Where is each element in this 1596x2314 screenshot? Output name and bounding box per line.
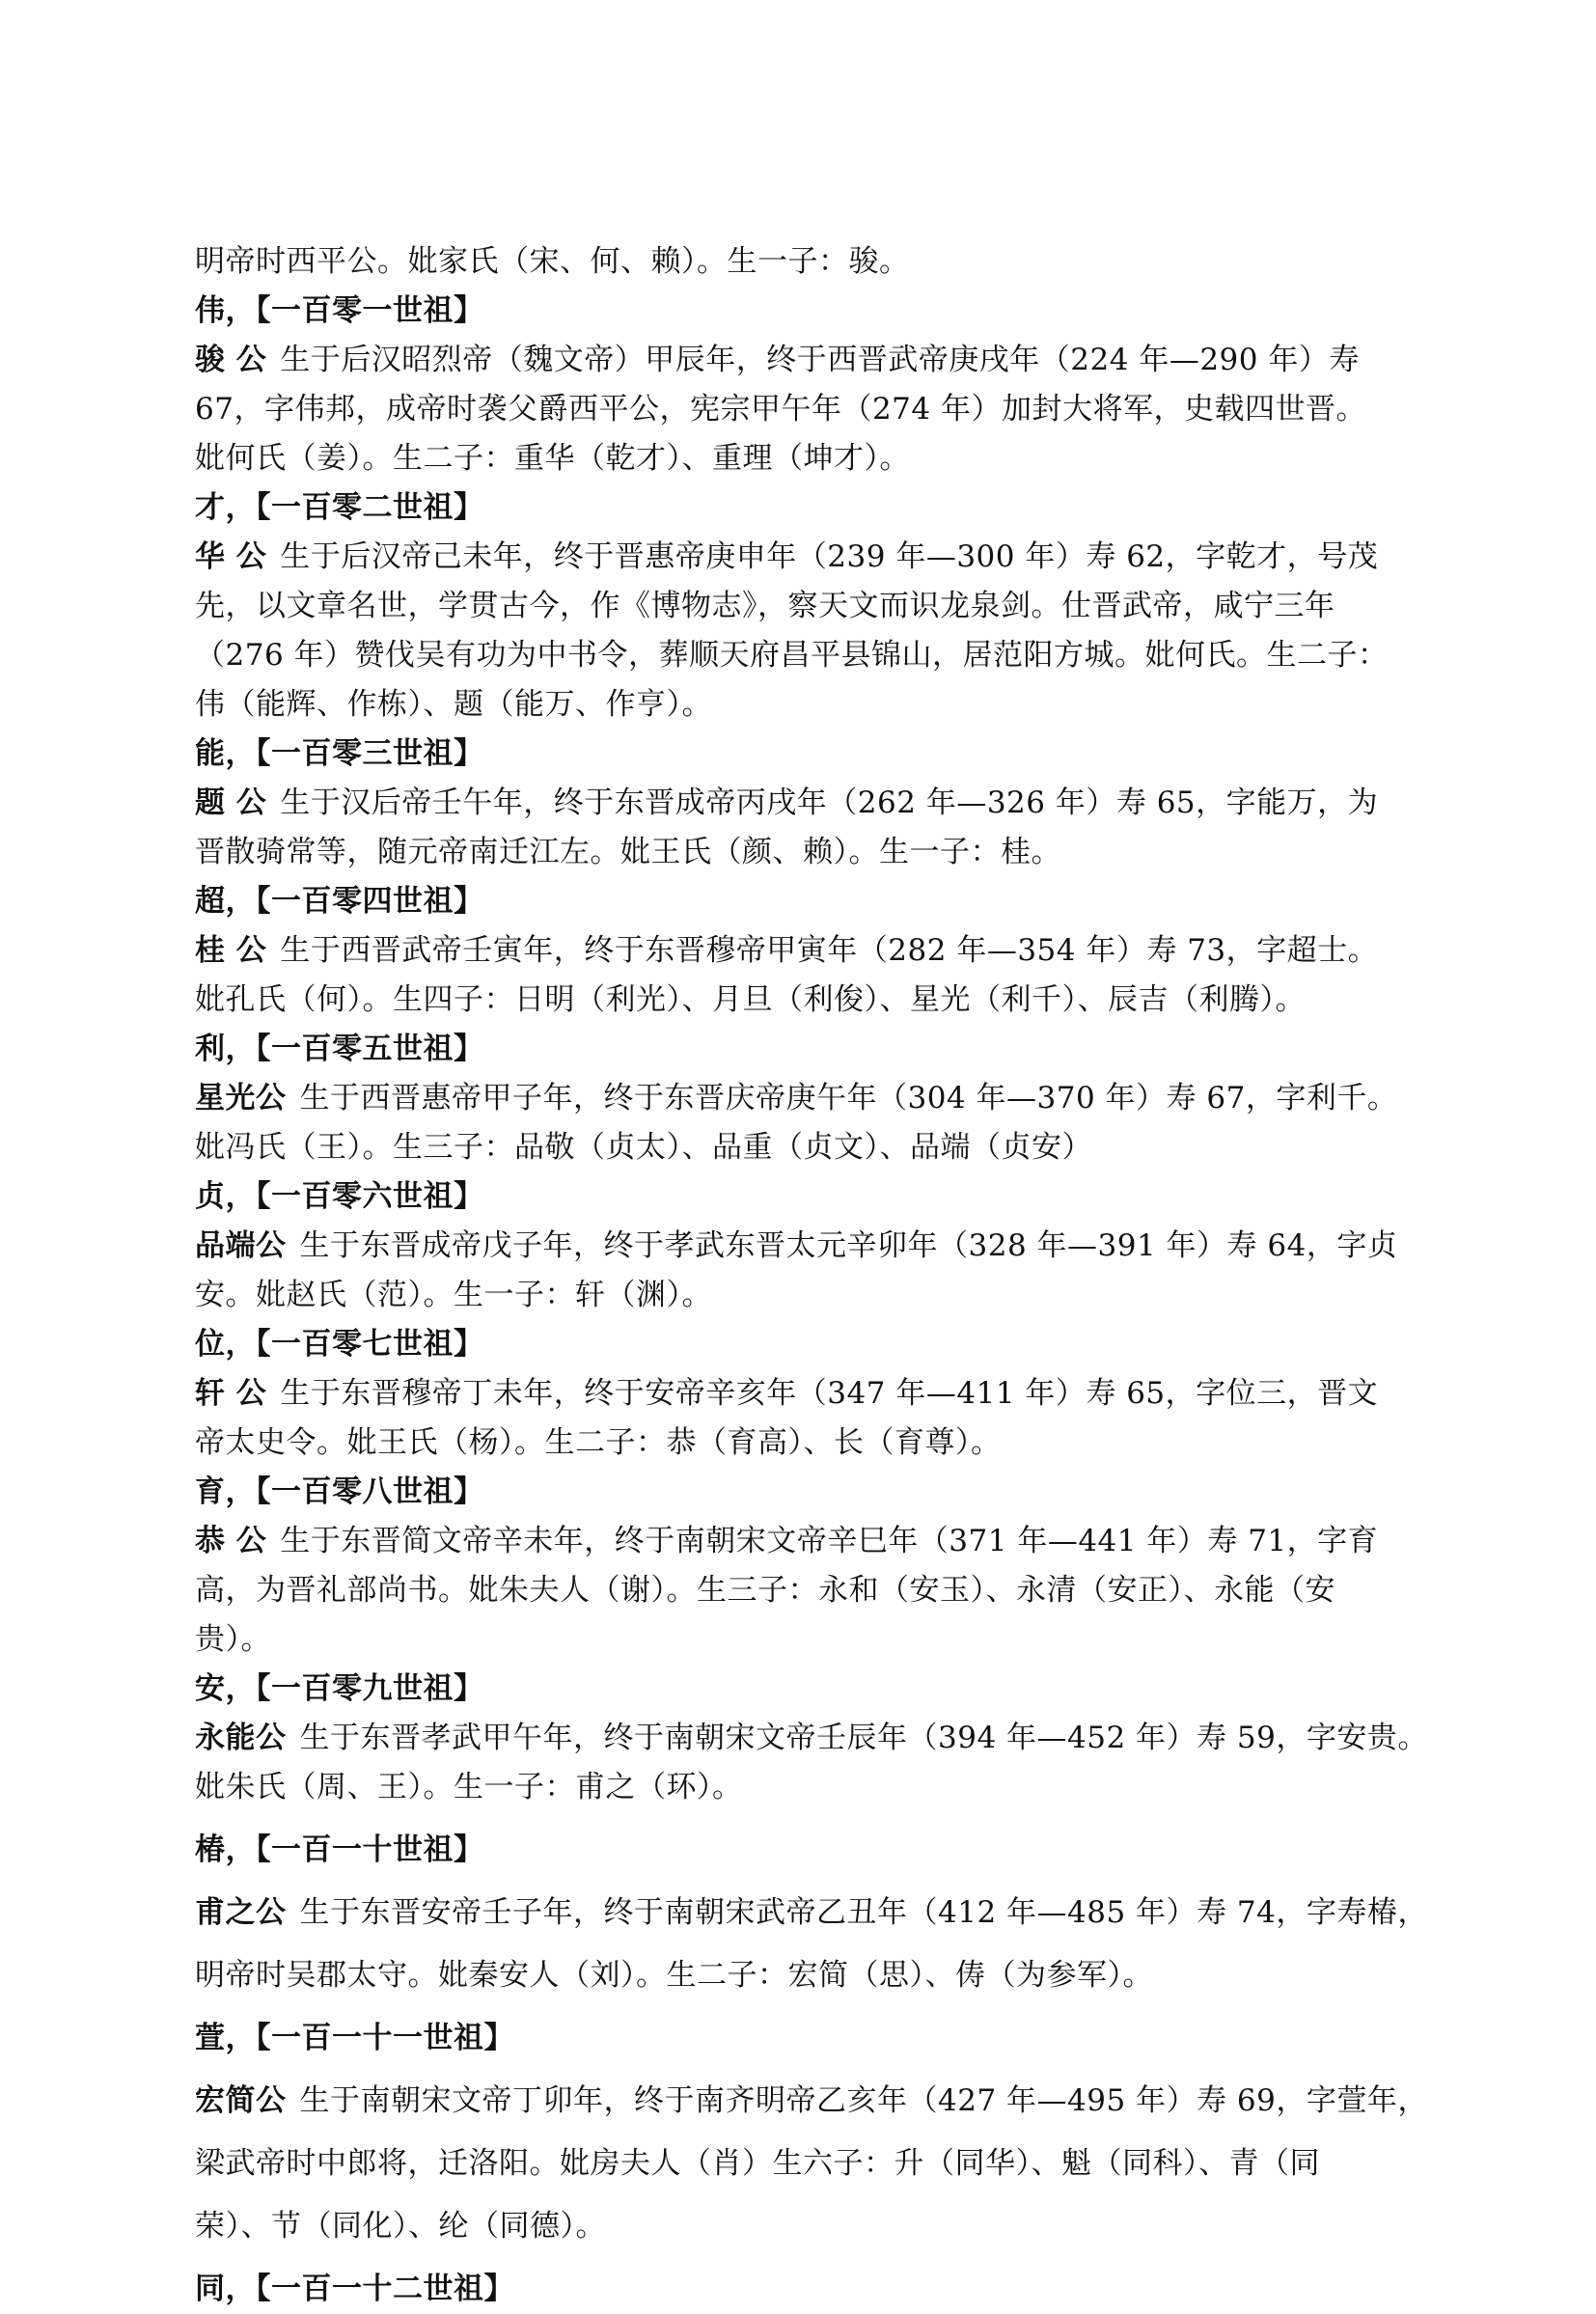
entry-text: 生于东晋孝武甲午年，终于南朝宋文帝壬辰年（394 年—452 年）寿 59，字安贵。 [299, 1721, 1428, 1755]
generation-heading: 同，【一百一十二世祖】 [195, 2272, 514, 2306]
spacer [195, 2251, 1432, 2265]
text-line: 高，为晋礼部尚书。妣朱夫人（谢）。生三子：永和（安玉）、永清（安正）、永能（安 [195, 1573, 1335, 1608]
entry-text: 生于汉后帝壬午年，终于东晋成帝丙戌年（262 年—326 年）寿 65，字能万，为 [280, 785, 1379, 820]
ancestor-name: 轩 公 [195, 1376, 267, 1411]
spacer [195, 2189, 1432, 2202]
ancestor-entry [195, 533, 1432, 582]
ancestor-name: 星光公 [195, 1081, 287, 1116]
text-line: 妣孔氏（何）。生四子：日明（利光）、月旦（利俊）、星光（利千）、辰吉（利腾）。 [195, 982, 1306, 1017]
spacer [195, 2063, 1432, 2077]
text-line: 梁武帝时中郎将，迁洛阳。妣房夫人（肖）生六子：升（同华）、魁（同科）、青（同 [195, 2146, 1320, 2181]
ancestor-name: 甫之公 [195, 1895, 287, 1930]
entry-text: 生于后汉昭烈帝（魏文帝）甲辰年，终于西晋武帝庚戌年（224 年—290 年）寿 [280, 343, 1360, 377]
spacer [195, 2000, 1432, 2014]
entry-text: 生于西晋惠帝甲子年，终于东晋庆帝庚午年（304 年—370 年）寿 67，字利千。 [299, 1081, 1398, 1116]
entry-text: 生于东晋安帝壬子年，终于南朝宋武帝乙丑年（412 年—485 年）寿 74，字寿椿， [299, 1895, 1428, 1930]
text-line: 明帝时西平公。妣家氏（宋、何、赖）。生一子：骏。 [195, 244, 910, 279]
ancestor-entry [195, 336, 1432, 385]
ancestor-entry [195, 926, 1432, 976]
ancestor-name: 品端公 [195, 1228, 287, 1263]
entry-text: 生于东晋成帝戊子年，终于孝武东晋太元辛卯年（328 年—391 年）寿 64，字贞 [299, 1228, 1398, 1263]
entry-text: 生于南朝宋文帝丁卯年，终于南齐明帝乙亥年（427 年—495 年）寿 69，字萱年， [299, 2083, 1428, 2118]
text-line: 晋散骑常等，随元帝南迁江左。妣王氏（颜、赖）。生一子：桂。 [195, 835, 1061, 869]
text-line: 伟（能辉、作栋）、题（能万、作亨）。 [195, 687, 712, 722]
ancestor-entry [195, 1888, 1432, 1938]
generation-heading: 育，【一百零八世祖】 [195, 1474, 484, 1509]
text-line: 荣）、节（同化）、纶（同德）。 [195, 2209, 606, 2244]
generation-heading: 能，【一百零三世祖】 [195, 736, 484, 771]
entry-text: 生于东晋穆帝丁未年，终于安帝辛亥年（347 年—411 年）寿 65，字位三，晋文 [280, 1376, 1379, 1411]
generation-heading: 椿，【一百一十世祖】 [195, 1832, 484, 1867]
text-line: 妣冯氏（王）。生三子：品敬（贞太）、品重（贞文）、品端（贞安） [195, 1130, 1092, 1165]
ancestor-name: 恭 公 [195, 1524, 267, 1558]
text-line: 67，字伟邦，成帝时袭父爵西平公，宪宗甲午年（274 年）加封大将军，史载四世晋。 [195, 392, 1366, 427]
spacer [195, 1875, 1432, 1888]
text-line: 明帝时吴郡太守。妣秦安人（刘）。生二子：宏简（思）、俦（为参军）。 [195, 1958, 1153, 1993]
text-line: 安。妣赵氏（范）。生一子：轩（渊）。 [195, 1278, 712, 1312]
ancestor-entry [195, 1369, 1432, 1419]
entry-text: 生于后汉帝己未年，终于晋惠帝庚申年（239 年—300 年）寿 62，字乾才，号茂 [280, 539, 1379, 574]
generation-heading: 萱，【一百一十一世祖】 [195, 2021, 514, 2055]
entry-text: 生于东晋简文帝辛未年，终于南朝宋文帝辛巳年（371 年—441 年）寿 71，字育 [280, 1524, 1379, 1558]
ancestor-entry [195, 779, 1432, 828]
spacer [195, 1812, 1432, 1826]
ancestor-entry [195, 2077, 1432, 2126]
ancestor-name: 骏 公 [195, 343, 267, 377]
spacer [195, 1938, 1432, 1951]
ancestor-entry [195, 1714, 1432, 1763]
generation-heading: 贞，【一百零六世祖】 [195, 1179, 484, 1214]
generation-heading: 安，【一百零九世祖】 [195, 1671, 484, 1706]
ancestor-name: 桂 公 [195, 933, 267, 968]
text-line: 妣朱氏（周、王）。生一子：甫之（环）。 [195, 1770, 743, 1804]
generation-heading: 才，【一百零二世祖】 [195, 490, 484, 525]
ancestor-entry [195, 1074, 1432, 1123]
ancestor-name: 题 公 [195, 785, 267, 820]
text-line: （276 年）赞伐吴有功为中书令，葬顺天府昌平县锦山，居范阳方城。妣何氏。生二子： [195, 638, 1389, 673]
ancestor-entry [195, 1222, 1432, 1271]
ancestor-name: 永能公 [195, 1721, 287, 1755]
ancestor-name: 宏简公 [195, 2083, 287, 2118]
text-line: 帝太史令。妣王氏（杨）。生二子：恭（育高）、长（育尊）。 [195, 1425, 1002, 1460]
text-line: 贵）。 [195, 1622, 271, 1657]
ancestor-entry [195, 1517, 1432, 1566]
generation-heading: 超，【一百零四世祖】 [195, 884, 484, 919]
entry-text: 生于西晋武帝壬寅年，终于东晋穆帝甲寅年（282 年—354 年）寿 73，字超士。 [280, 933, 1379, 968]
text-line: 先，以文章名世，学贯古今，作《博物志》，察天文而识龙泉剑。仕晋武帝，咸宁三年 [195, 589, 1335, 623]
generation-heading: 伟，【一百零一世祖】 [195, 293, 484, 328]
ancestor-name: 华 公 [195, 539, 267, 574]
generation-heading: 位，【一百零七世祖】 [195, 1327, 484, 1362]
generation-heading: 利，【一百零五世祖】 [195, 1032, 484, 1066]
text-line: 妣何氏（姜）。生二子：重华（乾才）、重理（坤才）。 [195, 441, 910, 476]
genealogy-page [195, 237, 1432, 2314]
spacer [195, 2126, 1432, 2139]
